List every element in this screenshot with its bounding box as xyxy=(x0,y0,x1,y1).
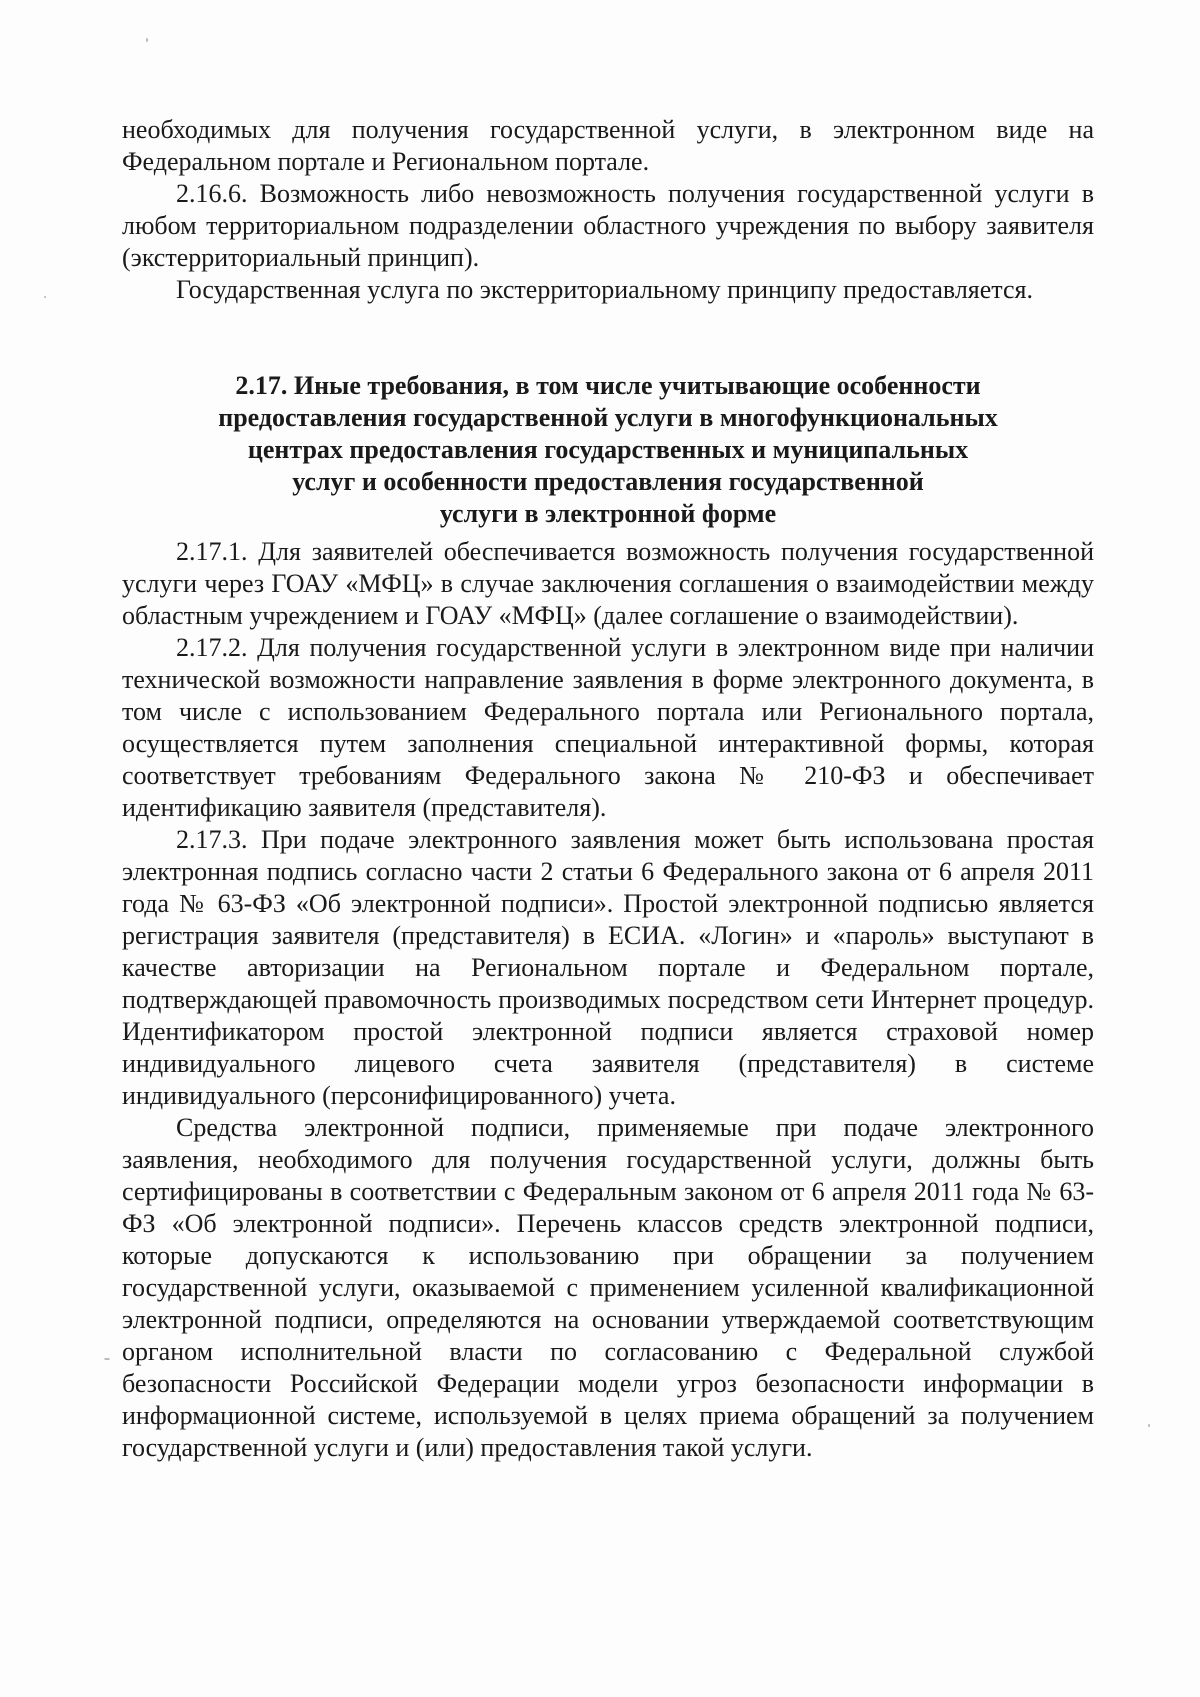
paragraph-continuation: необходимых для получения государственной услуги, в электронном виде на Федеральном портале и Региональном портале. xyxy=(122,115,1094,176)
scan-speck xyxy=(104,1358,110,1360)
scan-speck xyxy=(146,38,148,42)
section-title-2-17 xyxy=(122,370,1094,530)
scan-speck xyxy=(1148,1424,1150,1427)
heading-line-5: услуги в электронной форме xyxy=(439,499,777,528)
paragraph-2-17-3: 2.17.3. При подаче электронного заявления может быть использована простая электронная подпись согласно части 2 статьи 6 Федерального закона от 6 апреля 2011 года № 63-ФЗ «Об электронной подписи». Простой электронной подписью является регистрация заявителя (представителя) в ЕСИА. «Логин» и «пароль» выступают в качестве авторизации на Региональном портале и Федеральном портале, подтверждающей правомочность производимых посредством сети Интернет процедур. Идентификатором простой электронной подписи является страховой номер индивидуального лицевого счета заявителя (представителя) в системе индивидуального (персонифицированного) учета. xyxy=(122,825,1094,1110)
paragraph-signature-means: Средства электронной подписи, применяемые при подаче электронного заявления, необходимого для получения государственной услуги, должны быть сертифицированы в соответствии с Федеральным законом от 6 апреля 2011 года № 63-ФЗ «Об электронной подписи». Перечень классов средств электронной подписи, которые допускаются к использованию при обращении за получением государственной услуги, оказываемой с применением усиленной квалификационной электронной подписи, определяются на основании утверждаемой соответствующим органом исполнительной власти по согласованию с Федеральной службой безопасности Российской Федерации модели угроз безопасности информации в информационной системе, используемой в целях приема обращений за получением государственной услуги и (или) предоставления такой услуги. xyxy=(122,1113,1094,1462)
paragraph-2-17-2: 2.17.2. Для получения государственной услуги в электронном виде при наличии технической возможности направление заявления в форме электронного документа, в том числе с использованием Федерального портала или Регионального портала, осуществляется путем заполнения специальной интерактивной формы, которая соответствует требованиям Федерального закона № 210-ФЗ и обеспечивает идентификацию заявителя (представителя). xyxy=(122,633,1094,822)
top-section xyxy=(122,114,1094,306)
heading-line-3: центрах предоставления государственных и муниципальных xyxy=(247,435,969,464)
paragraph-extraterritorial: Государственная услуга по экстерриториальному принципу предоставляется. xyxy=(176,275,1033,304)
heading-line-1: 2.17. Иные требования, в том числе учитывающие особенности xyxy=(235,371,981,400)
paragraph-2-16-6: 2.16.6. Возможность либо невозможность получения государственной услуги в любом территориальном подразделении областного учреждения по выбору заявителя (экстерриториальный принцип). xyxy=(122,179,1094,272)
body-section xyxy=(122,536,1094,1464)
heading-line-4: услуг и особенности предоставления государственной xyxy=(292,467,924,496)
scan-speck xyxy=(44,296,46,298)
paragraph-2-17-1: 2.17.1. Для заявителей обеспечивается возможность получения государственной услуги через ГОАУ «МФЦ» в случае заключения соглашения о взаимодействии между областным учреждением и ГОАУ «МФЦ» (далее соглашение о взаимодействии). xyxy=(122,537,1094,630)
heading-line-2: предоставления государственной услуги в многофункциональных xyxy=(218,403,998,432)
section-heading xyxy=(122,370,1094,530)
